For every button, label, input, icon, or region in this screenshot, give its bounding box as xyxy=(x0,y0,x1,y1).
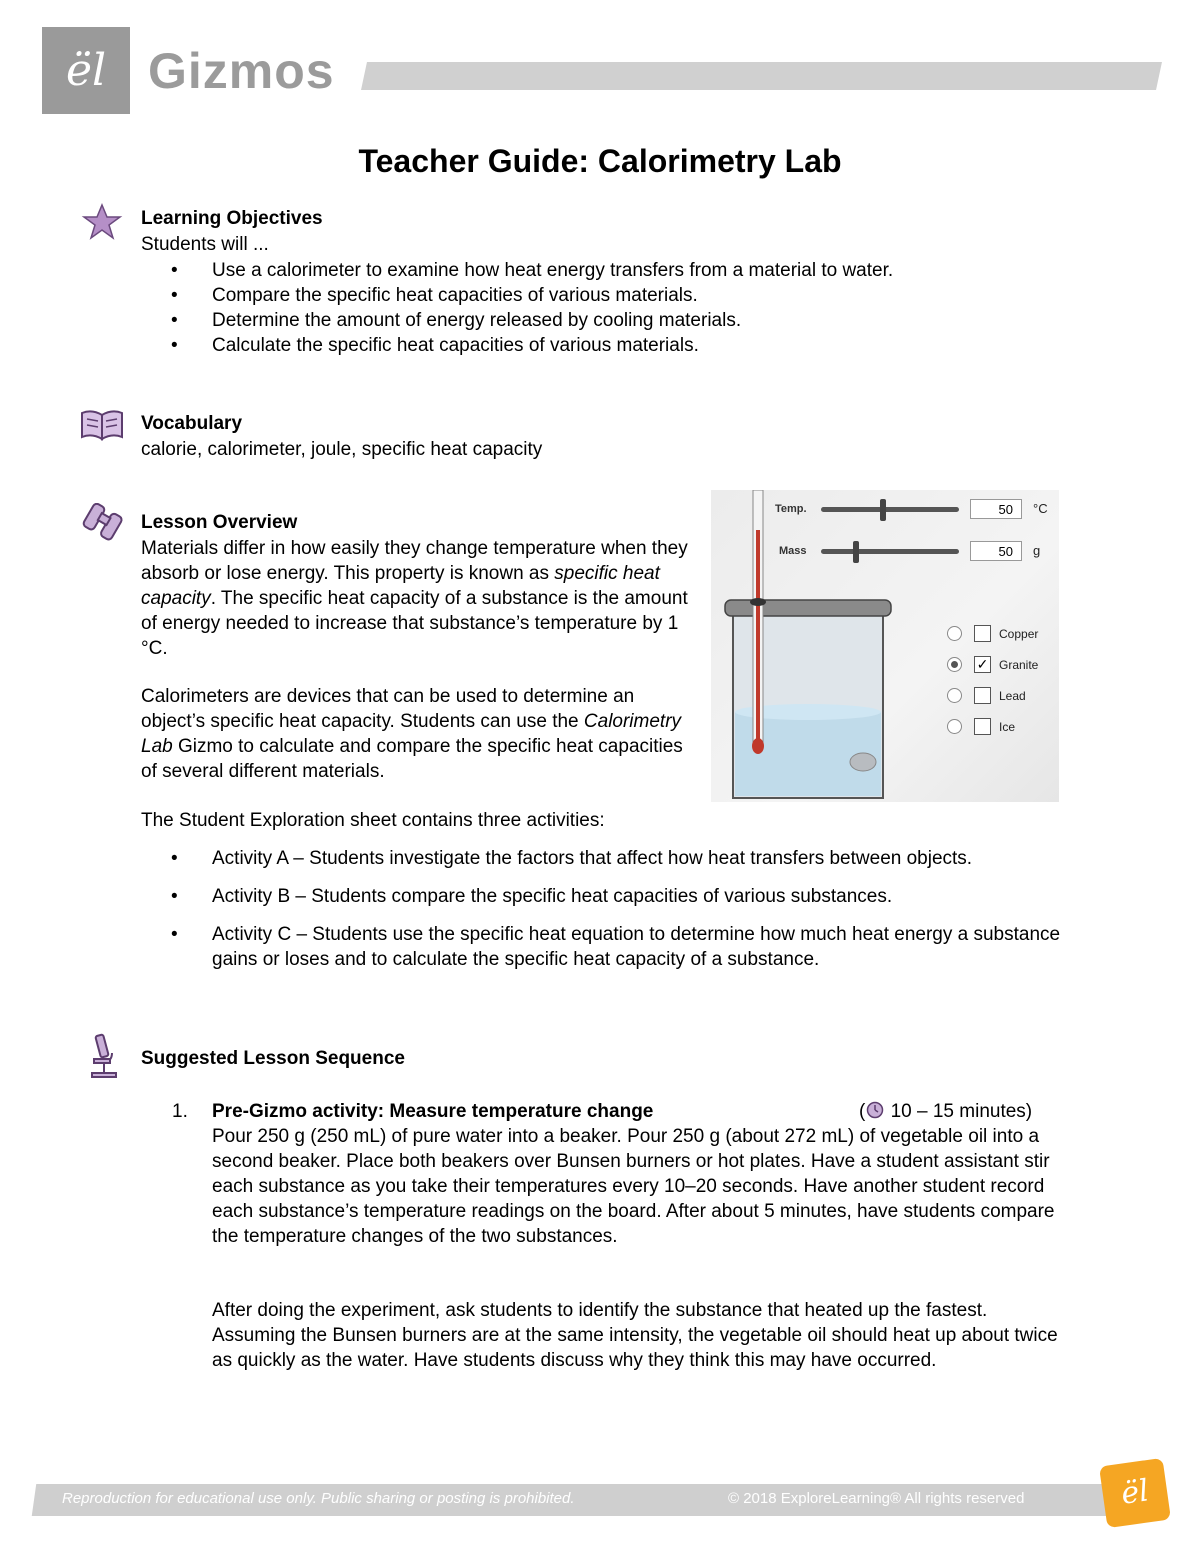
vocabulary-terms: calorie, calorimeter, joule, specific heat capacity xyxy=(141,439,543,460)
radio-button-selected[interactable] xyxy=(947,657,962,672)
overview-paragraph-1: Materials differ in how easily they change temperature when they absorb or lose energy. This property is known as specific heat capacity. The specific heat capacity of a substance is the amount of energy needed to increase that substance’s temperature by 1 °C. xyxy=(141,538,688,659)
gizmo-screenshot xyxy=(711,490,1059,802)
mass-unit: g xyxy=(1033,543,1041,558)
learning-objectives-heading: Learning Objectives xyxy=(141,208,323,229)
radio-button[interactable] xyxy=(947,719,962,734)
star-icon xyxy=(78,203,128,243)
mass-label: Mass xyxy=(779,545,807,557)
binoculars-icon xyxy=(78,503,128,543)
temp-label: Temp. xyxy=(775,503,807,515)
sequence-item-paragraph-1: Pour 250 g (250 mL) of pure water into a beaker. Pour 250 g (about 272 mL) of vegetable oil into a second beaker. Place both beakers over Bunsen burners or hot plates. Have a student assistant stir each substance as you take their temperatures every 10–20 seconds. Have another student record each substance’s temperature readings on the board. After about 5 minutes, have students compare the temperature changes of the two substances. xyxy=(212,1126,1055,1247)
temp-input[interactable]: 50 xyxy=(970,499,1022,519)
time-estimate: ( 10 – 15 minutes) xyxy=(859,1101,1033,1122)
radio-button[interactable] xyxy=(947,688,962,703)
footer-logo: ël xyxy=(1099,1458,1171,1528)
overview-paragraph-3: The Student Exploration sheet contains three activities: xyxy=(141,810,605,831)
book-icon xyxy=(78,405,128,445)
page-title: Teacher Guide: Calorimetry Lab xyxy=(358,143,842,179)
sequence-heading: Suggested Lesson Sequence xyxy=(141,1048,405,1069)
list-item: • Compare the specific heat capacities of various materials. xyxy=(141,283,1071,308)
option-label: Lead xyxy=(999,689,1026,703)
objectives-list xyxy=(141,258,1071,358)
checkbox[interactable] xyxy=(974,718,991,735)
option-label: Copper xyxy=(999,627,1039,641)
activities-list xyxy=(141,846,1071,972)
checkbox[interactable] xyxy=(974,625,991,642)
overview-paragraph-2: Calorimeters are devices that can be used to determine an object’s specific heat capacity. Students can use the Calorimetry Lab Gizmo to calculate and compare the specific heat capacities of several different materials. xyxy=(141,686,683,782)
lesson-overview-heading: Lesson Overview xyxy=(141,512,298,533)
checkbox[interactable] xyxy=(974,687,991,704)
objectives-intro: Students will ... xyxy=(141,234,269,255)
calorimeter-illustration xyxy=(711,490,1059,802)
sequence-item-paragraph-2: After doing the experiment, ask students to identify the substance that heated up the fastest. Assuming the Bunsen burners are at the same intensity, the vegetable oil should heat up about twice as quickly as the water. Have students discuss why they think this may have occurred. xyxy=(212,1300,1058,1371)
list-item: • Determine the amount of energy released by cooling materials. xyxy=(141,308,1071,333)
option-label: Granite xyxy=(999,658,1039,672)
footer-copyright: © 2018 ExploreLearning® All rights reserved xyxy=(728,1490,1025,1507)
footer-disclaimer: Reproduction for educational use only. Public sharing or posting is prohibited. xyxy=(62,1490,575,1507)
vocabulary-heading: Vocabulary xyxy=(141,413,243,434)
temp-slider-track[interactable] xyxy=(821,507,959,512)
mass-input[interactable]: 50 xyxy=(970,541,1022,561)
sequence-item-number: 1. xyxy=(172,1101,188,1122)
mass-slider-handle[interactable] xyxy=(853,541,859,563)
option-label: Ice xyxy=(999,720,1016,734)
sequence-item-title: Pre-Gizmo activity: Measure temperature change xyxy=(212,1101,654,1122)
mass-slider-track[interactable] xyxy=(821,549,959,554)
microscope-icon xyxy=(78,1033,128,1081)
temp-unit: °C xyxy=(1033,501,1048,516)
list-item: • Calculate the specific heat capacities of various materials. xyxy=(141,333,1071,358)
checkbox-checked[interactable]: ✓ xyxy=(974,656,991,673)
list-item: • Activity A – Students investigate the factors that affect how heat transfers between objects. xyxy=(141,846,1071,871)
list-item: • Activity B – Students compare the specific heat capacities of various substances. xyxy=(141,884,1071,909)
clock-icon xyxy=(865,1101,885,1119)
list-item: • Use a calorimeter to examine how heat energy transfers from a material to water. xyxy=(141,258,1071,283)
temp-slider-handle[interactable] xyxy=(880,499,886,521)
radio-button[interactable] xyxy=(947,626,962,641)
brand-name: Gizmos xyxy=(148,43,335,99)
header-bar xyxy=(361,62,1162,90)
explorelearning-logo: ël xyxy=(42,27,130,114)
list-item: • Activity C – Students use the specific heat equation to determine how much heat energy a substance gains or loses and to calculate the specific heat capacity of a substance. xyxy=(141,922,1071,972)
